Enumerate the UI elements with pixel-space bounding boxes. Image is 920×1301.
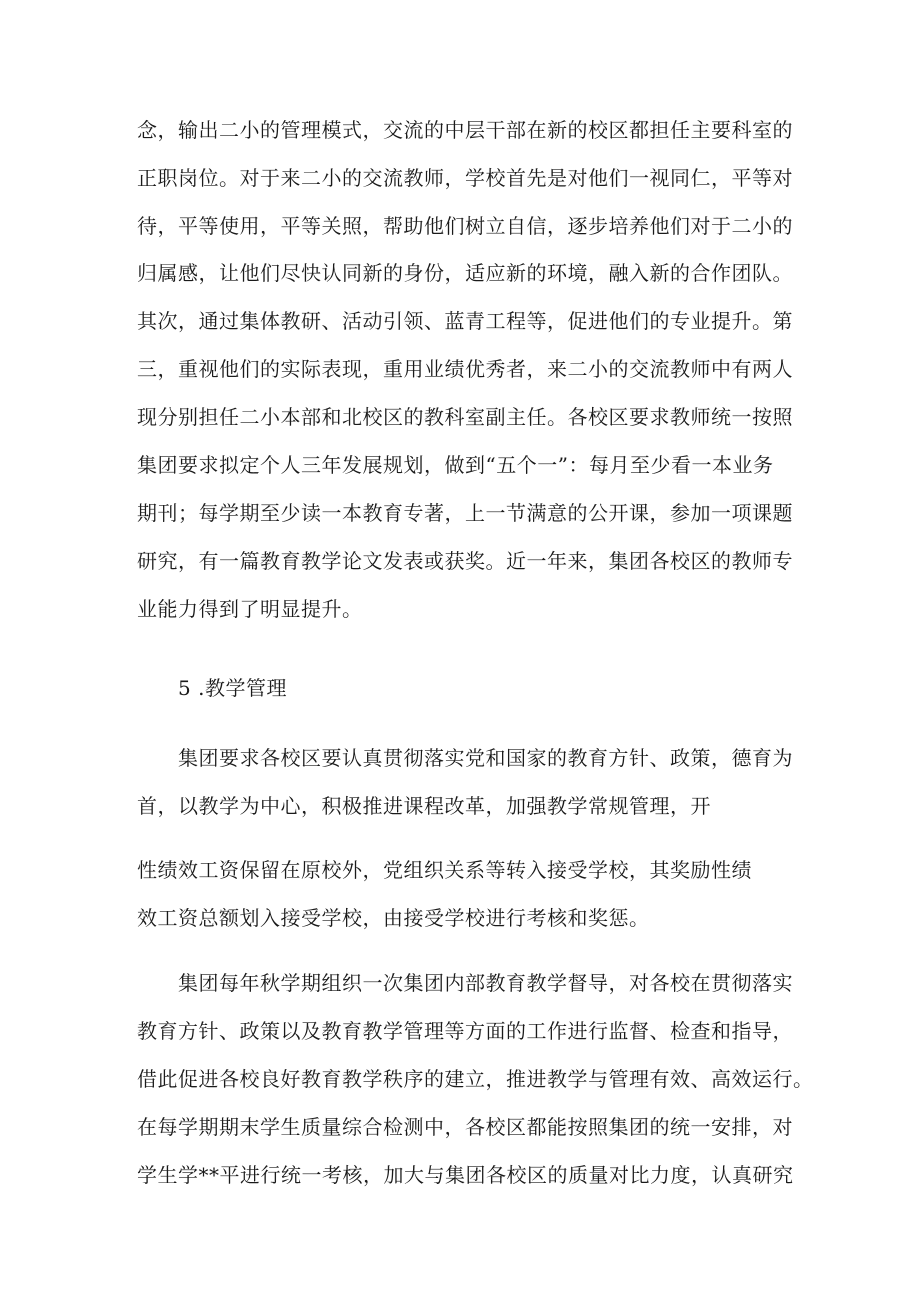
text-line: 性绩效工资保留在原校外，党组织关系等转入接受学校，其奖励性绩 — [137, 858, 752, 882]
text-line: 期刊；每学期至少读一本教育专著，上一节满意的公开课，参加一项课题 — [137, 501, 793, 525]
text-line: 教育方针、政策以及教育教学管理等方面的工作进行监督、检查和指导， — [137, 1019, 793, 1043]
text-line: 效工资总额划入接受学校，由接受学校进行考核和奖惩。 — [137, 906, 650, 930]
text-line: 首，以教学为中心，积极推进课程改革，加强教学常规管理，开 — [137, 794, 711, 818]
text-line: 其次，通过集体教研、活动引领、蓝青工程等，促进他们的专业提升。第 — [137, 309, 793, 333]
text-line: 集团每年秋学期组织一次集团内部教育教学督导，对各校在贯彻落实 — [178, 971, 793, 995]
text-line: 借此促进各校良好教育教学秩序的建立，推进教学与管理有效、高效运行。 — [137, 1067, 814, 1091]
text-line: 念，输出二小的管理模式，交流的中层干部在新的校区都担任主要科室的 — [137, 118, 793, 142]
text-line: 正职岗位。对于来二小的交流教师，学校首先是对他们一视同仁，平等对 — [137, 166, 793, 190]
text-line: 在每学期期末学生质量综合检测中，各校区都能按照集团的统一安排，对 — [137, 1115, 793, 1139]
section-heading: 5 .教学管理 — [178, 676, 287, 700]
text-line: 业能力得到了明显提升。 — [137, 597, 363, 621]
text-line: 学生学**平进行统一考核，加大与集团各校区的质量对比力度，认真研究 — [137, 1163, 794, 1187]
text-line: 待，平等使用，平等关照，帮助他们树立自信，逐步培养他们对于二小的 — [137, 214, 793, 238]
text-line: 研究，有一篇教育教学论文发表或获奖。近一年来，集团各校区的教师专 — [137, 549, 793, 573]
text-line: 现分别担任二小本部和北校区的教科室副主任。各校区要求教师统一按照 — [137, 405, 793, 429]
text-line: 归属感，让他们尽快认同新的身份，适应新的环境，融入新的合作团队。 — [137, 261, 793, 285]
text-line: 集团要求各校区要认真贯彻落实党和国家的教育方针、政策，德育为 — [178, 746, 793, 770]
text-line: 三，重视他们的实际表现，重用业绩优秀者，来二小的交流教师中有两人 — [137, 357, 793, 381]
text-line: 集团要求拟定个人三年发展规划，做到“五个一”：每月至少看一本业务 — [137, 453, 774, 477]
